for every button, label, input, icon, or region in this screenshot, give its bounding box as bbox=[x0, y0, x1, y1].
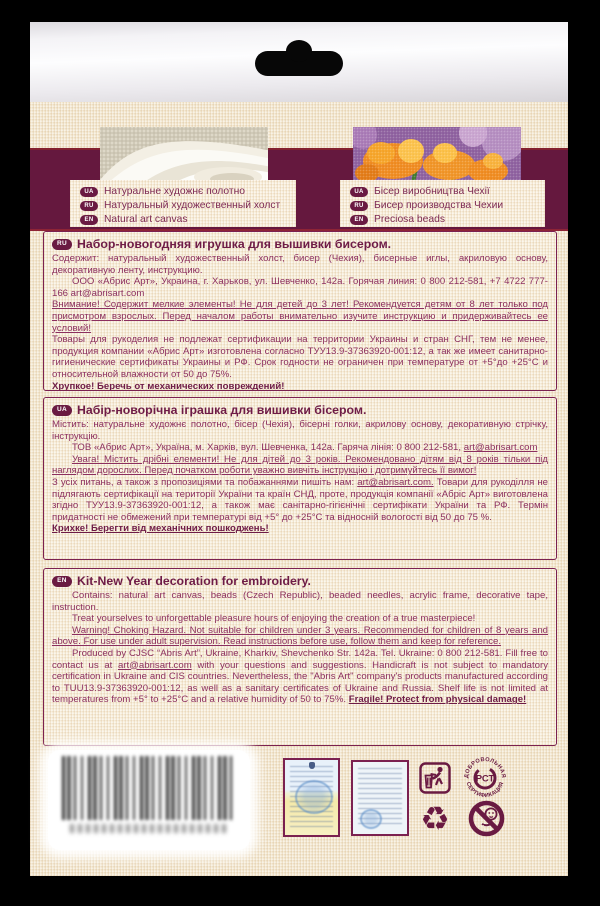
ru-warning: Внимание! Содержит мелкие элементы! Не для детей до 3 лет! Рекомендуется детям от 8 лет только под присмотром взрослых. Перед началом работы внимательно изучите инструкцию и придерживайтесь ее условий! bbox=[52, 299, 548, 334]
ua-questions-text: З усіх питань, а також з пропозиціями та побажаннями пишіть нам: bbox=[52, 476, 358, 488]
certificate-russia-thumbnail bbox=[351, 760, 409, 836]
caption-text: Бісер виробництва Чехії bbox=[374, 186, 490, 197]
en-produced-text: Produced by CJSC “Abris Art”, Ukraine, Kharkiv, Shevchenko Str. 142a. Tel. Ukraine: 0 800 212-581. Fill free to contact us at bbox=[52, 647, 548, 671]
lang-badge-ru: RU bbox=[80, 201, 98, 211]
ua-contains: Містить: натуральне художнє полотно, бісер (Чехія), бісерні голки, акрилову основу, декоративную стрічку, інструкцію. bbox=[52, 419, 548, 442]
certificate-ukraine-thumbnail bbox=[283, 758, 340, 837]
voluntary-certification-pct-icon bbox=[462, 755, 508, 801]
caption-text: Natural art canvas bbox=[104, 214, 188, 225]
pct-top-text: ДОБРОВОЛЬНАЯ bbox=[463, 756, 507, 779]
section-ua bbox=[43, 397, 557, 560]
canvas-rolls-image bbox=[100, 127, 268, 182]
barcode-bars bbox=[62, 756, 236, 820]
caption-text: Бисер производства Чехии bbox=[374, 200, 504, 211]
lang-badge-ru: RU bbox=[52, 239, 72, 250]
euro-hang-slot-icon bbox=[255, 51, 343, 76]
ru-certification: Товары для рукоделия не подлежат сертификации на территории Украины и стран СНГ, тем не менее, продукция компании «Абрис Арт» изготовлена согласно ТУУ13.9-37363920-001:12, а так же имеет санитарно-гигиенические сертификаты Украины и РФ. Срок годности не ограничен при температуре от +5°до +25°С и относительной влажности от 50 до 75%. bbox=[52, 334, 548, 380]
caption-row bbox=[350, 213, 545, 226]
caption-row bbox=[80, 199, 296, 212]
section-en-title bbox=[52, 574, 548, 588]
en-produced-email: art@abrisart.com bbox=[117, 659, 192, 671]
section-ru bbox=[43, 231, 557, 391]
recycling-icon: ♻ bbox=[420, 799, 450, 838]
barcode-digits-blurred bbox=[70, 824, 228, 833]
caption-text: Натуральне художнє полотно bbox=[104, 186, 245, 197]
ua-questions bbox=[52, 477, 548, 523]
lang-badge-ua: UA bbox=[52, 405, 72, 416]
round-stamp-icon bbox=[295, 780, 333, 814]
canvas-caption-box bbox=[70, 180, 296, 227]
caption-text: Preciosa beads bbox=[374, 214, 445, 225]
ua-address bbox=[52, 442, 548, 454]
caption-row bbox=[80, 213, 296, 226]
caption-text: Натуральный художественный холст bbox=[104, 200, 281, 211]
lang-badge-ua: UA bbox=[80, 187, 98, 197]
lang-badge-en: EN bbox=[52, 576, 72, 587]
ua-certification: Товари для рукоділля не підлягають сертифікації на території України та країн СНД, проте, продукція компанії «Абріс Арт» виготовлена згідно ТУУ13.9-37363920-001:12, а також має санітарно-гігієнічні сертифікати України та РФ. Термін придатності не обмежений при температурі від +5° до +25°С та відносній вологості від 50 до 75 %. bbox=[52, 476, 548, 523]
title-text: Kit-New Year decoration for embroidery. bbox=[77, 574, 311, 588]
lang-badge-en: EN bbox=[350, 215, 368, 225]
ua-email: art@abrisart.com bbox=[463, 442, 538, 454]
title-text: Набір-новорічна іграшка для вишивки бісером. bbox=[77, 403, 367, 417]
en-warning: Warning! Choking Hazard. Not suitable for children under 3 years. Recommended for children of 8 years and above. For use under adult supervision. Read instructions before use, follow them and keep for reference. bbox=[52, 624, 548, 648]
lang-badge-en: EN bbox=[80, 215, 98, 225]
lang-badge-ua: UA bbox=[350, 187, 368, 197]
pct-bottom-text: СЕРТИФИКАЦИЯ bbox=[464, 781, 506, 800]
section-ua-title bbox=[52, 403, 548, 417]
beads-photo bbox=[353, 127, 521, 182]
en-contains: Contains: natural art canvas, beads (Czech Republic), beaded needles, acrylic frame, decorative tape, instruction. bbox=[52, 590, 548, 613]
ua-address-text: ТОВ «Абрис Арт», Україна, м. Харків, вул. Шевченка, 142а. Гаряча лінія: 0 800 212-581, bbox=[72, 442, 464, 454]
ua-questions-email: art@abrisart.com. bbox=[357, 476, 434, 488]
ua-fragile: Крихке! Берегти від механічних пошкоджень! bbox=[52, 523, 269, 535]
en-produced bbox=[52, 648, 548, 706]
en-produced-rest: with your questions and suggestions. Handicraft is not subject to mandatory certification in Ukraine and CIS countries. Nevertheless, the "Abris Art" company's products manufactured according to TUU13.9-37363920-001:12, as well as a sanitary certificates of Ukraine and Russia. Shelf life is not limited at temperatures from +5° to +25°C and a relative humidity of 50 to 75%. bbox=[52, 659, 549, 706]
caption-row bbox=[350, 185, 545, 198]
beaded-flowers-image bbox=[353, 127, 521, 182]
plastic-hanger-header bbox=[30, 22, 568, 105]
round-stamp-icon bbox=[360, 809, 382, 829]
ua-warning: Увага! Містить дрібні елементи! Не для дітей до 3 років. Рекомендовано дітям від 8 років тільки під наглядом дорослих. Перед початком роботи уважно вивчіть інструкцію і дотримуйтесь її вимог! bbox=[52, 453, 548, 477]
ru-contains: Содержит: натуральный художественный холст, бисер (Чехия), бисерные иглы, акриловую основу, декоративную ленту, инструкцию. bbox=[52, 253, 548, 276]
barcode bbox=[48, 750, 250, 850]
lang-badge-ru: RU bbox=[350, 201, 368, 211]
section-ru-title bbox=[52, 237, 548, 251]
en-treat: Treat yourselves to unforgettable pleasure hours of enjoying the creation of a true masterpiece! bbox=[72, 613, 476, 625]
package bbox=[30, 22, 568, 876]
canvas-photo bbox=[100, 127, 268, 182]
caption-row bbox=[350, 199, 545, 212]
tidy-man-icon bbox=[419, 762, 451, 794]
title-text: Набор-новогодняя игрушка для вышивки бисером. bbox=[77, 237, 392, 251]
pct-center-text: РСТ bbox=[475, 773, 495, 785]
section-en bbox=[43, 568, 557, 746]
ru-address: ООО «Абрис Арт», Украина, г. Харьков, ул. Шевченко, 142а. Горячая линия: 0 800 212-581, +7 4722 777-166 art@abrisart.com bbox=[52, 276, 548, 299]
caption-row bbox=[80, 185, 296, 198]
en-fragile: Fragile! Protect from physical damage! bbox=[348, 694, 527, 706]
not-for-children-0-3-icon bbox=[468, 800, 505, 837]
ru-fragile: Хрупкое! Беречь от механических повреждений! bbox=[52, 380, 285, 391]
beads-caption-box bbox=[340, 180, 545, 227]
age-range-text: 0-3 bbox=[474, 820, 486, 832]
